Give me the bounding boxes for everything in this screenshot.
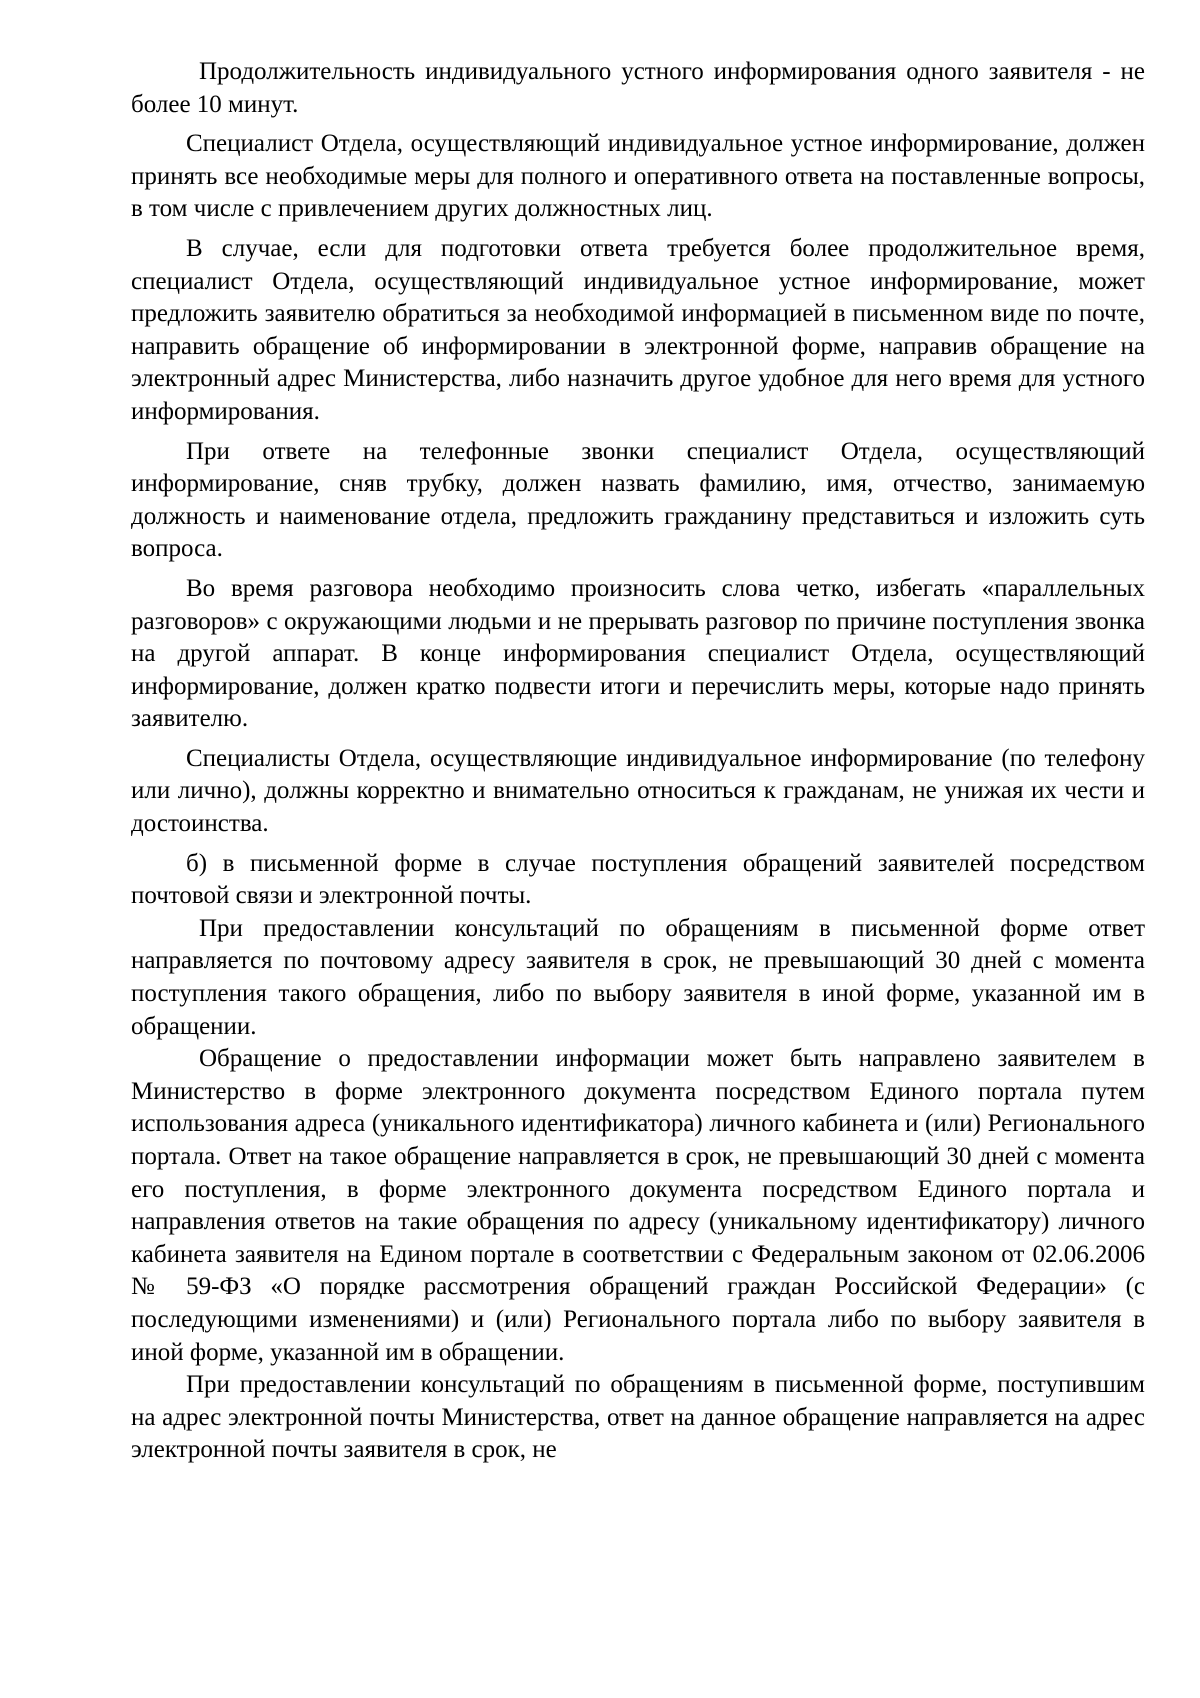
paragraph-longer-time: В случае, если для подготовки ответа требуется более продолжительное время, специалист Отдела, осуществляющий индивидуальное устное информирование, может предложить заявителю обратиться за необходимой информацией в письменном виде по почте, направить обращение об информировании в электронной форме, направив обращение на электронный адрес Министерства, либо назначить другое удобное для него время для устного информирования. bbox=[131, 234, 1145, 425]
paragraph-conversation-rules: Во время разговора необходимо произносить слова четко, избегать «параллельных разговоров» с окружающими людьми и не прерывать разговор по причине поступления звонка на другой аппарат. В конце информирования специалист Отдела, осуществляющий информирование, должен кратко подвести итоги и перечислить меры, которые надо принять заявителю. bbox=[131, 574, 1145, 733]
paragraph-phone-calls: При ответе на телефонные звонки специалист Отдела, осуществляющий информирование, сняв трубку, должен назвать фамилию, имя, отчество, занимаемую должность и наименование отдела, предложить гражданину представиться и изложить суть вопроса. bbox=[131, 437, 1145, 563]
paragraph-written-form: б) в письменной форме в случае поступления обращений заявителей посредством почтовой связи и электронной почты. bbox=[131, 849, 1145, 910]
paragraph-specialist-measures: Специалист Отдела, осуществляющий индивидуальное устное информирование, должен принять все необходимые меры для полного и оперативного ответа на поставленные вопросы, в том числе с привлечением других должностных лиц. bbox=[131, 130, 1145, 223]
paragraph-consultation-duration: Продолжительность индивидуального устного информирования одного заявителя - не более 10 минут. bbox=[131, 58, 1145, 118]
paragraph-specialists-conduct: Специалисты Отдела, осуществляющие индивидуальное информирование (по телефону или лично), должны корректно и внимательно относиться к гражданам, не унижая их чести и достоинства. bbox=[131, 744, 1145, 838]
paragraph-electronic-request: Обращение о предоставлении информации может быть направлено заявителем в Министерство в форме электронного документа посредством Единого портала путем использования адреса (уникального идентификатора) личного кабинета и (или) Регионального портала. Ответ на такое обращение направляется в срок, не превышающий 30 дней с момента его поступления, в форме электронного документа посредством Единого портала и направления ответов на такие обращения по адресу (уникальному идентификатору) личного кабинета заявителя на Едином портале в соответствии с Федеральным законом от 02.06.2006 № 59-ФЗ «О порядке рассмотрения обращений граждан Российской Федерации» (с последующими изменениями) и (или) Регионального портала либо по выбору заявителя в иной форме, указанной им в обращении. bbox=[131, 1045, 1145, 1366]
paragraph-email-answer: При предоставлении консультаций по обращениям в письменной форме, поступившим на адрес электронной почты Министерства, ответ на данное обращение направляется на адрес электронной почты заявителя в срок, не bbox=[131, 1371, 1145, 1464]
paragraph-written-answer: При предоставлении консультаций по обращениям в письменной форме ответ направляется по почтовому адресу заявителя в срок, не превышающий 30 дней с момента поступления такого обращения, либо по выбору заявителя в иной форме, указанной им в обращении. bbox=[131, 914, 1145, 1040]
document-body bbox=[131, 56, 1145, 1467]
